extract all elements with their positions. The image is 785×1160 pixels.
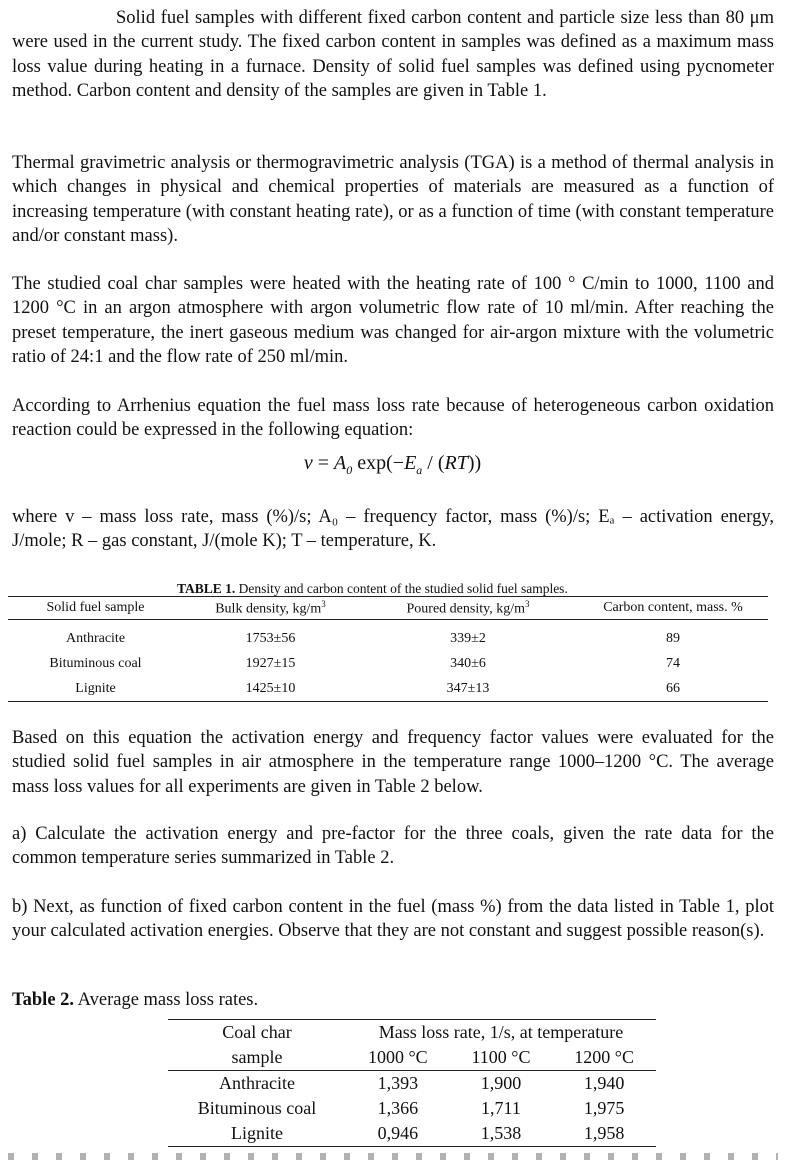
- table2-header-sample: sample: [231, 1047, 283, 1067]
- table1-cell-carbon: 74: [666, 655, 680, 671]
- table2-cell-1100: 1,538: [480, 1123, 522, 1143]
- table2-cell-1000: 1,366: [377, 1098, 419, 1118]
- table2-header-temp-1100: 1100 °C: [471, 1047, 531, 1067]
- paragraph-evaluation-method: Based on this equation the activation energy and frequency factor values were evaluated for the studied solid fuel samples in air atmosphere in the temperature range 1000–1200 °C. The average mass loss values for all experiments are given in Table 2 below.: [12, 728, 774, 797]
- paragraph-tga-definition: Thermal gravimetric analysis or thermogravimetric analysis (TGA) is a method of thermal analysis in which changes in physical and chemical properties of materials are measured as a function of increasing temperature (with constant heating rate), or as a function of time (with constant temperature and/or constant mass).: [12, 153, 774, 246]
- table2-title-text: Average mass loss rates.: [74, 990, 259, 1010]
- table-row: [168, 1121, 656, 1147]
- eq-e: E: [404, 452, 417, 474]
- eq-v: v: [303, 452, 313, 474]
- question-b: b) Next, as function of fixed carbon content in the fuel (mass %) from the data listed in Table 1, plot your calculated activation energies. Observe that they are not constant and suggest possible reason(s).: [12, 897, 774, 942]
- table1-cell-sample: Lignite: [75, 680, 116, 696]
- cut-off-text-line: [8, 1153, 778, 1160]
- table1-cell-sample: Anthracite: [65, 630, 126, 646]
- table2-cell-1200: 1,975: [583, 1098, 625, 1118]
- table1-header-carbon: Carbon content, mass. %: [603, 600, 743, 615]
- table2-cell-1000: 1,393: [377, 1073, 419, 1093]
- table2-cell-sample: Anthracite: [219, 1073, 295, 1093]
- eq-a: A: [334, 452, 347, 474]
- table1-header-bulk: [183, 597, 358, 620]
- table2-header-row-2: [168, 1045, 656, 1071]
- table1-header-poured-sup: 3: [524, 598, 530, 609]
- table1-header-sample: Solid fuel sample: [46, 600, 145, 615]
- table-row: [168, 1096, 656, 1121]
- question-a: a) Calculate the activation energy and pre-factor for the three coals, given the rate data for the common temperature series summarized in Table 2.: [12, 824, 774, 869]
- eq-a-sub: 0: [346, 463, 353, 477]
- table2-title-label: Table 2.: [12, 990, 75, 1010]
- eq-exp: exp: [352, 452, 387, 474]
- table2-title: [12, 990, 258, 1011]
- table-row: [8, 651, 768, 676]
- table1-caption-label: TABLE 1.: [177, 581, 236, 596]
- table1-density-carbon: [8, 596, 768, 702]
- paragraph-sample-description: Solid fuel samples with different fixed carbon content and particle size less than 80 μm were used in the current study. The fixed carbon content in samples was defined as a maximum mass loss value during heating in a furnace. Density of solid fuel samples was defined using pycnometer method. Carbon content and density of the samples are given in Table 1.: [12, 8, 774, 101]
- table-row: [168, 1071, 656, 1097]
- table2-cell-1200: 1,940: [583, 1073, 625, 1093]
- table1-cell-bulk: 1425±10: [245, 680, 296, 696]
- table-row: [8, 620, 768, 652]
- paragraph-heating-procedure: The studied coal char samples were heated with the heating rate of 100 ° C/min to 1000, 1100 and 1200 °C in an argon atmosphere with argon volumetric flow rate of 10 ml/min. After reaching the preset temperature, the inert gaseous medium was changed for air-argon mixture with the volumetric ratio of 24:1 and the flow rate of 250 ml/min.: [12, 274, 774, 367]
- table1-cell-poured: 347±13: [446, 680, 490, 696]
- table2-mass-loss-rates: [168, 1019, 656, 1147]
- eq-open: (−: [386, 452, 405, 474]
- table1-cell-carbon: 66: [666, 680, 680, 696]
- eq-e-sub: a: [416, 463, 423, 477]
- eq-equals: =: [312, 452, 334, 474]
- table1-header-row: [8, 597, 768, 620]
- table1-caption-text: Density and carbon content of the studied solid fuel samples.: [235, 581, 568, 596]
- table1-cell-bulk: 1753±56: [245, 630, 296, 646]
- table1-cell-sample: Bituminous coal: [49, 655, 142, 671]
- arrhenius-equation: [0, 452, 785, 478]
- table2-header-coal-char: Coal char: [222, 1022, 292, 1042]
- table2-header-group: Mass loss rate, 1/s, at temperature: [378, 1022, 624, 1042]
- table1-cell-bulk: 1927±15: [245, 655, 296, 671]
- eq-close: )): [467, 452, 482, 474]
- table2-cell-1100: 1,711: [481, 1098, 521, 1118]
- table2-cell-1200: 1,958: [583, 1123, 625, 1143]
- table1-cell-poured: 339±2: [450, 630, 486, 646]
- eq-div: / (: [422, 452, 445, 474]
- table2-header-row-1: [168, 1020, 656, 1046]
- table1-header-poured: [358, 597, 578, 620]
- table1-cell-carbon: 89: [666, 630, 680, 646]
- table1-header-poured-text: Poured density, kg/m: [406, 601, 525, 617]
- table2-header-temp-1000: 1000 °C: [367, 1047, 428, 1067]
- table2-header-temp-1200: 1200 °C: [574, 1047, 634, 1067]
- table1-header-bulk-sup: 3: [321, 598, 326, 609]
- paragraph-variable-definitions: where v – mass loss rate, mass (%)/s; A₀ – frequency factor, mass (%)/s; Eₐ – activation energy, J/mole; R – gas constant, J/(mole K); T – temperature, K.: [12, 507, 774, 552]
- table2-cell-sample: Lignite: [231, 1123, 283, 1143]
- table2-cell-1000: 0,946: [377, 1123, 419, 1143]
- table1-header-bulk-text: Bulk density, kg/m: [215, 601, 322, 617]
- table2-cell-1100: 1,900: [480, 1073, 522, 1093]
- paragraph-arrhenius-intro: According to Arrhenius equation the fuel mass loss rate because of heterogeneous carbon oxidation reaction could be expressed in the following equation:: [12, 396, 774, 441]
- table-row: [8, 676, 768, 702]
- table1-caption: [177, 581, 568, 597]
- table1-cell-poured: 340±6: [450, 655, 486, 671]
- eq-rt: RT: [444, 452, 468, 474]
- table2-cell-sample: Bituminous coal: [197, 1098, 317, 1118]
